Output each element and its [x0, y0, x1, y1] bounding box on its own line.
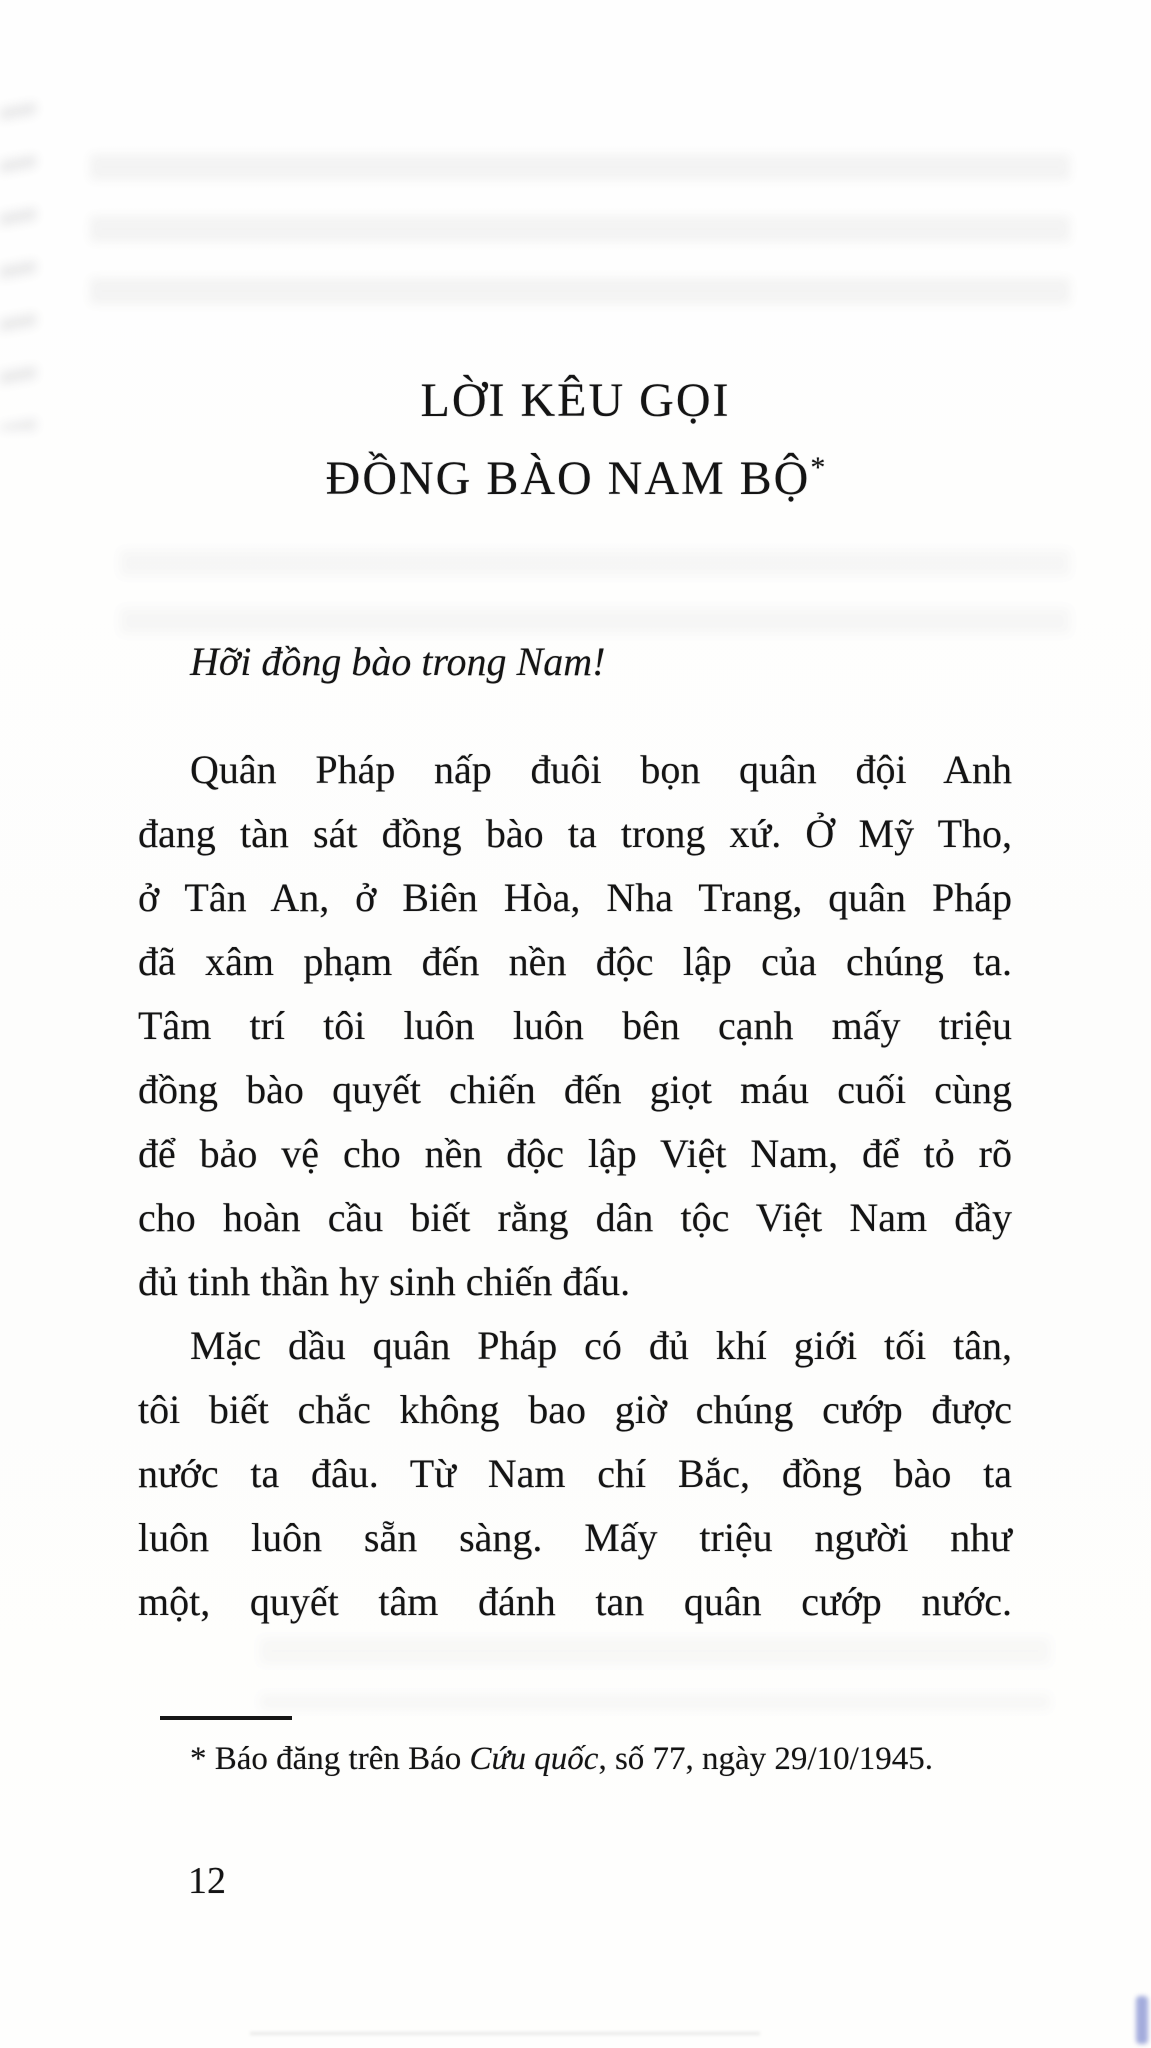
text-line: đồng bào quyết chiến đến giọt máu cuối cùng — [138, 1067, 1012, 1112]
text-line: để bảo vệ cho nền độc lập Việt Nam, để tỏ rõ — [138, 1131, 1012, 1176]
text-line: một, quyết tâm đánh tan quân cướp nước. — [138, 1579, 1012, 1624]
text-line: Quân Pháp nấp đuôi bọn quân đội Anh — [190, 747, 1012, 792]
title-line-2-text: ĐỒNG BÀO NAM BỘ — [325, 452, 811, 505]
scan-smudge-corner — [1136, 1996, 1148, 2044]
footnote-text-post: , số 77, ngày 29/10/1945. — [598, 1741, 934, 1777]
paragraphs-container — [138, 738, 1012, 1634]
scan-smudge-bottom — [250, 2032, 760, 2035]
text-line: Mặc dầu quân Pháp có đủ khí giới tối tân, — [190, 1323, 1012, 1368]
text-line: tôi biết chắc không bao giờ chúng cướp được — [138, 1387, 1012, 1432]
title-line-1: LỜI KÊU GỌI — [420, 374, 731, 427]
text-line: đủ tinh thần hy sinh chiến đấu. — [138, 1259, 631, 1304]
text-line: ở Tân An, ở Biên Hòa, Nha Trang, quân Pháp — [138, 875, 1012, 920]
scan-bleed-artifact-top — [90, 140, 1070, 340]
title-line-2 — [0, 440, 1151, 518]
footnote-source-title: Cứu quốc — [469, 1741, 599, 1777]
text-line: đã xâm phạm đến nền độc lập của chúng ta. — [138, 939, 1012, 984]
footnote-rule — [160, 1716, 292, 1720]
chapter-title — [0, 362, 1151, 518]
footnote — [138, 1734, 1012, 1784]
body-text — [138, 630, 1012, 1634]
salutation-line: Hỡi đồng bào trong Nam! — [190, 639, 606, 684]
footnote-text-pre: Báo đăng trên Báo — [206, 1741, 470, 1777]
title-footnote-marker: * — [810, 451, 826, 484]
text-line: cho hoàn cầu biết rằng dân tộc Việt Nam đầy — [138, 1195, 1012, 1240]
scan-bleed-artifact-lower — [260, 1630, 1050, 1710]
text-line: luôn luôn sẵn sàng. Mấy triệu người như — [138, 1515, 1012, 1560]
text-line: đang tàn sát đồng bào ta trong xứ. Ở Mỹ Tho, — [138, 811, 1012, 856]
page-number: 12 — [188, 1860, 226, 1902]
text-line: Tâm trí tôi luôn luôn bên cạnh mấy triệu — [138, 1003, 1012, 1048]
footnote-marker: * — [190, 1741, 207, 1777]
text-line: nước ta đâu. Từ Nam chí Bắc, đồng bào ta — [138, 1451, 1012, 1496]
